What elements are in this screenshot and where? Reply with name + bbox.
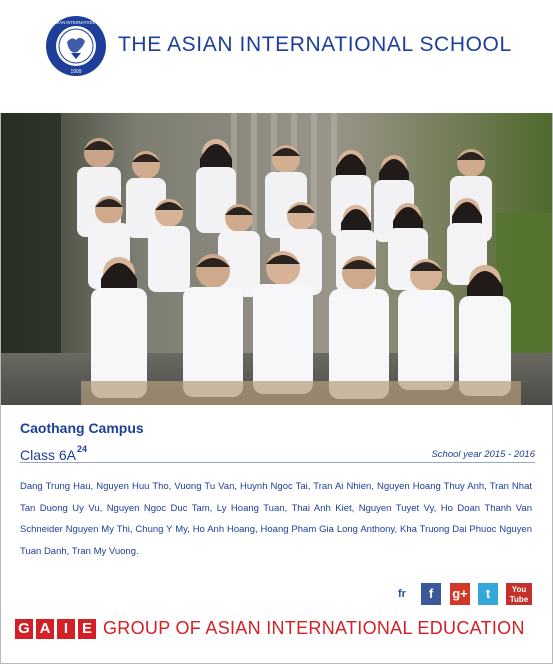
facebook-icon[interactable] [421,583,441,605]
class-heading [20,444,88,463]
googleplus-icon[interactable] [450,583,470,605]
divider [20,462,535,463]
footer-brand [15,618,525,642]
class-label: Class 6A [20,447,77,463]
campus-name: Caothang Campus [20,420,144,436]
gaie-letter-e: E [78,619,96,639]
logo-year: 1999 [70,69,82,75]
facebook-icon-glyph: f [428,586,434,601]
googleplus-icon-glyph: g+ [452,586,468,601]
fr-icon[interactable]: fr [398,588,406,600]
youtube-icon-top: You [511,585,527,594]
class-photo [1,113,552,405]
svg-text:ASIAN INTERNATIONAL: ASIAN INTERNATIONAL [52,20,100,25]
gaie-letter-g: G [15,619,33,639]
youtube-icon[interactable] [506,583,532,605]
group-name: GROUP OF ASIAN INTERNATIONAL EDUCATION [103,618,525,638]
header [0,0,553,113]
twitter-icon-glyph: t [485,586,491,601]
youtube-icon-bottom: Tube [509,595,529,604]
school-logo-icon [45,15,107,77]
class-group-photo-icon [1,113,552,405]
gaie-letter-i: I [57,619,75,639]
school-year: School year 2015 - 2016 [431,449,535,460]
twitter-icon[interactable] [478,583,498,605]
gaie-letter-a: A [36,619,54,639]
school-name: THE ASIAN INTERNATIONAL SCHOOL [118,33,512,56]
class-count: 24 [77,444,88,454]
student-names: Dang Trung Hau, Nguyen Huu Tho, Vuong Tu Van, Huynh Ngoc Tai, Tran Ai Nhien, Nguyen Hoang Thuy Anh, Tran Nhat Tan Duong Uy Vu, Nguyen Ngoc Duc Tam, Ly Hoang Tuan, Thai Anh Kiet, Nguyen Tuyet Vy, Ho Doan Thanh Van Schneider Nguyen My Thi, Chung Y My, Ho Anh Hoang, Hoang Pham Gia Long Anthony, Kha Truong Dai Phuoc Nguyen Tuan Danh, Tran My Vuong. [20,481,532,557]
